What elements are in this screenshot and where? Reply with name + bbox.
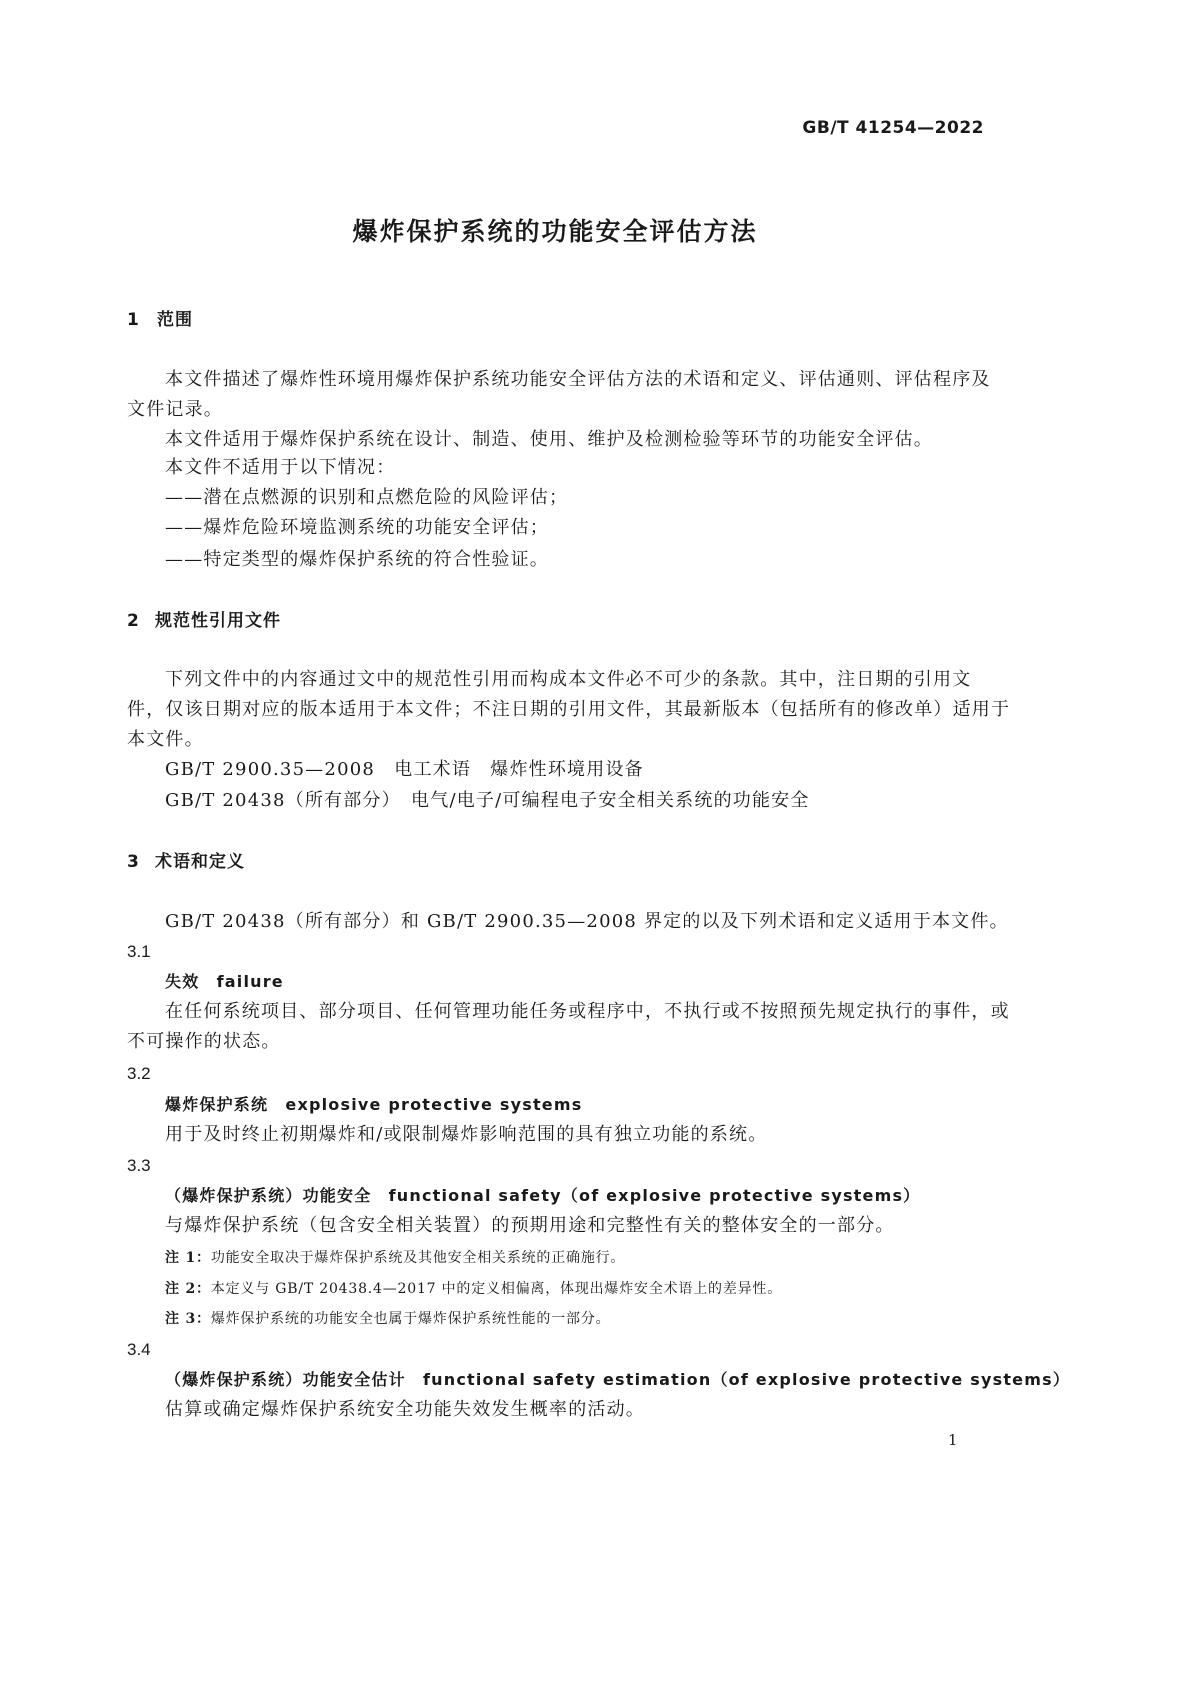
reference-item: GB/T 2900.35—2008 电工术语 爆炸性环境用设备	[165, 759, 644, 780]
section-1-heading: 范围	[157, 310, 193, 330]
section-2-number: 2	[127, 611, 140, 631]
term-number: 3.1	[127, 942, 151, 961]
term-definition: 与爆炸保护系统（包含安全相关装置）的预期用途和完整性有关的整体安全的一部分。	[165, 1215, 895, 1236]
term-definition: 用于及时终止初期爆炸和/或限制爆炸影响范围的具有独立功能的系统。	[165, 1124, 768, 1145]
note-label: 注 2：	[165, 1281, 211, 1297]
term-number: 3.3	[127, 1156, 151, 1175]
note-text: 爆炸保护系统的功能安全也属于爆炸保护系统性能的一部分。	[210, 1311, 611, 1327]
standard-number: GB/T 41254—2022	[802, 118, 984, 138]
note-label: 注 3：	[165, 1311, 211, 1327]
term-number: 3.4	[127, 1340, 151, 1359]
note-label: 注 1：	[165, 1250, 211, 1266]
note	[165, 1277, 782, 1301]
paragraph: 件，仅该日期对应的版本适用于本文件；不注日期的引用文件，其最新版本（包括所有的修改单）适用于	[127, 699, 1011, 720]
paragraph: 本文件适用于爆炸保护系统在设计、制造、使用、维护及检测检验等环节的功能安全评估。	[165, 429, 933, 450]
section-1-number: 1	[127, 310, 140, 330]
paragraph: 文件记录。	[127, 399, 223, 420]
paragraph: GB/T 20438（所有部分）和 GB/T 2900.35—2008 界定的以及下列术语和定义适用于本文件。	[165, 911, 1009, 932]
term-title: （爆炸保护系统）功能安全 functional safety（of explosive protective systems）	[165, 1186, 921, 1205]
term-number: 3.2	[127, 1064, 151, 1083]
page-number: 1	[948, 1431, 959, 1449]
term-definition: 在任何系统项目、部分项目、任何管理功能任务或程序中，不执行或不按照预先规定执行的事件，或	[165, 1001, 1010, 1022]
note	[165, 1307, 610, 1331]
list-item: ——特定类型的爆炸保护系统的符合性验证。	[165, 549, 549, 570]
list-item: ——爆炸危险环境监测系统的功能安全评估；	[165, 517, 549, 538]
section-3-number: 3	[127, 852, 140, 872]
paragraph: 本文件。	[127, 729, 204, 750]
list-item: ——潜在点燃源的识别和点燃危险的风险评估；	[165, 487, 569, 508]
paragraph: 本文件不适用于以下情况：	[165, 457, 396, 478]
section-3-heading: 术语和定义	[155, 852, 245, 872]
section-2-heading: 规范性引用文件	[155, 611, 281, 631]
term-title: （爆炸保护系统）功能安全估计 functional safety estimation（of explosive protective systems）	[165, 1370, 1071, 1389]
note-text: 功能安全取决于爆炸保护系统及其他安全相关系统的正确施行。	[210, 1250, 626, 1266]
page-title: 爆炸保护系统的功能安全评估方法	[352, 217, 758, 246]
reference-item: GB/T 20438（所有部分） 电气/电子/可编程电子安全相关系统的功能安全	[165, 790, 810, 811]
term-definition: 估算或确定爆炸保护系统安全功能失效发生概率的活动。	[165, 1399, 645, 1420]
term-title: 爆炸保护系统 explosive protective systems	[165, 1095, 583, 1114]
paragraph: 下列文件中的内容通过文中的规范性引用而构成本文件必不可少的条款。其中，注日期的引用文	[165, 669, 972, 690]
note-text: 本定义与 GB/T 20438.4—2017 中的定义相偏离，体现出爆炸安全术语上的差异性。	[210, 1281, 783, 1297]
note	[165, 1246, 625, 1270]
term-definition: 不可操作的状态。	[127, 1031, 281, 1052]
paragraph: 本文件描述了爆炸性环境用爆炸保护系统功能安全评估方法的术语和定义、评估通则、评估程序及	[165, 369, 991, 390]
term-title: 失效 failure	[165, 972, 284, 991]
